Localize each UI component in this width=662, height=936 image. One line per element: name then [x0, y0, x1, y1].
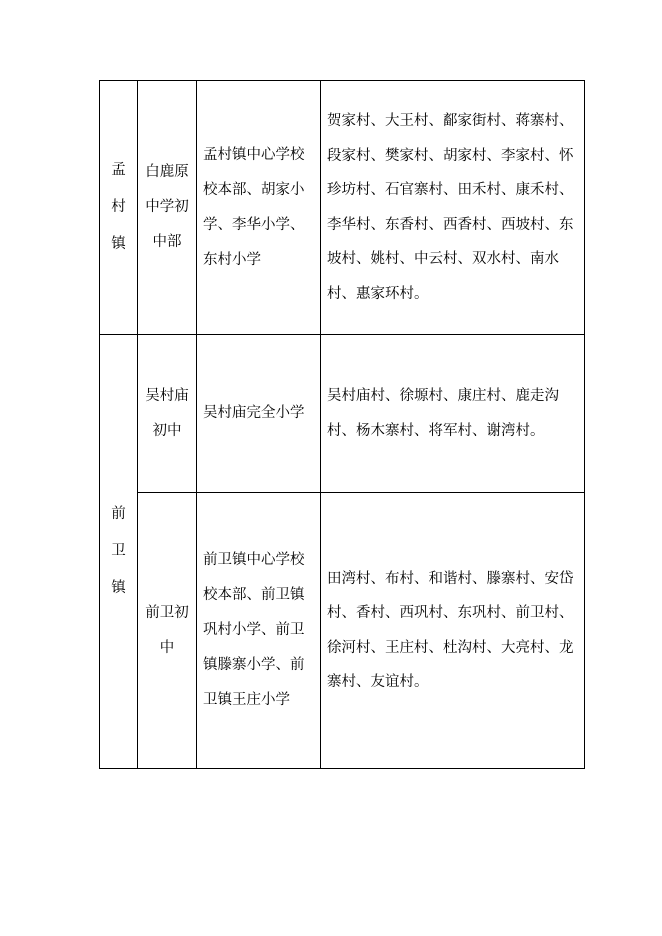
primary-schools-cell: [197, 493, 321, 769]
villages-text: 贺家村、大王村、鄐家街村、蒋寨村、段家村、樊家村、胡家村、李家村、怀珍坊村、石官寨村、田禾村、康禾村、李华村、东香村、西香村、西坡村、东坡村、姚村、中云村、双水村、南水村、惠家环村。: [327, 113, 574, 302]
school-district-table: [99, 80, 585, 769]
primary-schools-text: 孟村镇中心学校校本部、胡家小学、李华小学、东村小学: [203, 146, 305, 268]
primary-schools-text: 吴村庙完全小学: [203, 405, 305, 421]
villages-cell: [321, 335, 585, 493]
town-cell: [100, 81, 138, 335]
middle-school-cell: [138, 81, 197, 335]
primary-schools-text: 前卫镇中心学校校本部、前卫镇巩村小学、前卫镇滕寨小学、前卫镇王庄小学: [203, 552, 305, 708]
villages-cell: [321, 81, 585, 335]
town-name: 孟村镇: [111, 162, 126, 252]
villages-text: 吴村庙村、徐塬村、康庄村、鹿走沟村、杨木寨村、将军村、谢湾村。: [327, 388, 559, 439]
primary-schools-cell: [197, 81, 321, 335]
middle-school-name: 吴村庙初中: [145, 387, 189, 439]
villages-text: 田湾村、布村、和谐村、滕寨村、安岱村、香村、西巩村、东巩村、前卫村、徐河村、王庄村、杜沟村、大亮村、龙寨村、友谊村。: [327, 570, 574, 690]
middle-school-name: 前卫初中: [145, 604, 189, 656]
table-row: [100, 81, 585, 335]
primary-schools-cell: [197, 335, 321, 493]
middle-school-cell: [138, 493, 197, 769]
table-row: [100, 493, 585, 769]
middle-school-cell: [138, 335, 197, 493]
villages-cell: [321, 493, 585, 769]
town-name: 前卫镇: [111, 506, 126, 596]
table-row: [100, 335, 585, 493]
town-cell: [100, 335, 138, 769]
middle-school-name: 白鹿原中学初中部: [145, 164, 189, 250]
